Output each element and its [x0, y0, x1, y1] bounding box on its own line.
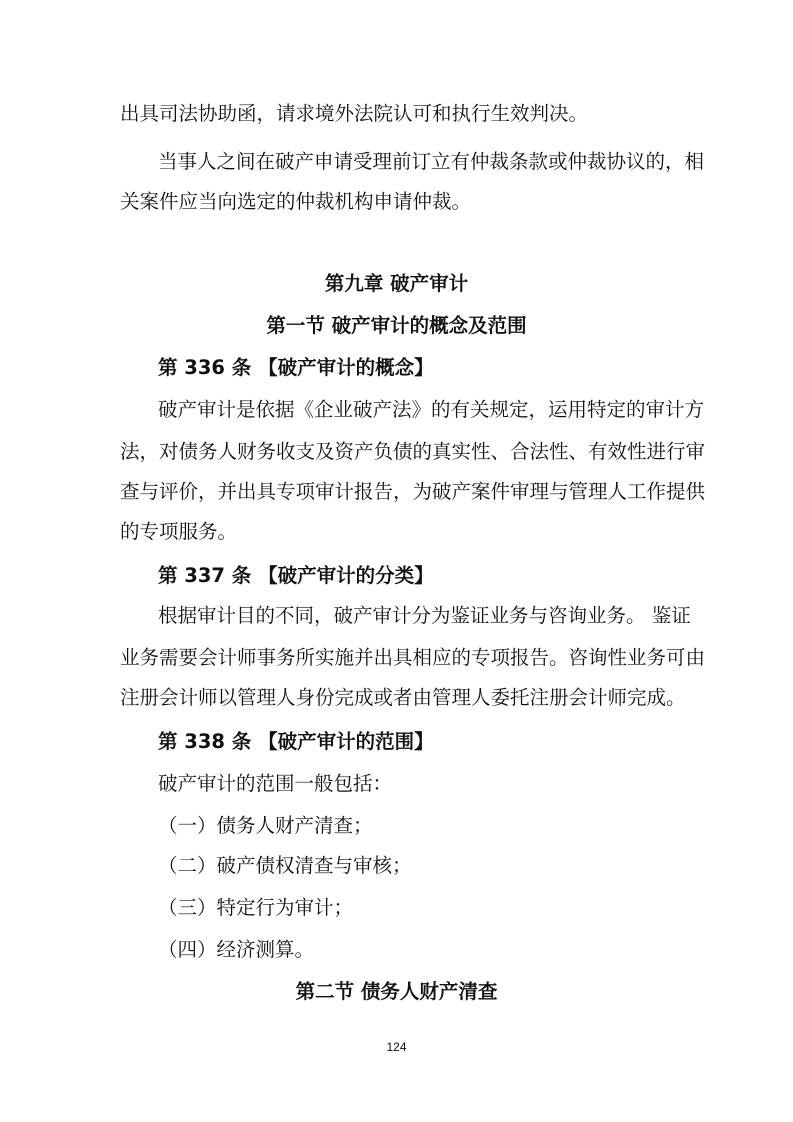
- paragraph-line: 法，对债务人财务收支及资产负债的真实性、合法性、有效性进行审: [120, 440, 706, 463]
- paragraph-line: 根据审计目的不同，破产审计分为鉴证业务与咨询业务。 鉴证: [158, 604, 691, 627]
- chapter-title: 第九章 破产审计: [324, 272, 469, 295]
- list-item: （二）破产债权清查与审核；: [158, 854, 412, 877]
- article-heading: 第 337 条 【破产审计的分类】: [158, 564, 434, 587]
- paragraph-line: 破产审计的范围一般包括：: [158, 772, 393, 795]
- list-item: （三）特定行为审计；: [158, 896, 354, 919]
- paragraph-line: 注册会计师以管理人身份完成或者由管理人委托注册会计师完成。: [120, 686, 686, 709]
- paragraph-line: 破产审计是依据《企业破产法》的有关规定，运用特定的审计方: [158, 398, 705, 421]
- paragraph-line: 当事人之间在破产申请受理前订立有仲裁条款或仲裁协议的，相: [158, 150, 705, 173]
- section-title: 第一节 破产审计的概念及范围: [266, 314, 527, 337]
- paragraph-line: 出具司法协助函，请求境外法院认可和执行生效判决。: [120, 102, 589, 125]
- paragraph-line: 查与评价，并出具专项审计报告，为破产案件审理与管理人工作提供: [120, 480, 706, 503]
- list-item: （一）债务人财产清查；: [158, 814, 373, 837]
- paragraph-line: 关案件应当向选定的仲裁机构申请仲裁。: [120, 190, 472, 213]
- article-heading: 第 336 条 【破产审计的概念】: [158, 356, 434, 379]
- list-item: （四）经济测算。: [158, 938, 315, 961]
- section-title: 第二节 债务人财产清查: [295, 980, 498, 1003]
- paragraph-line: 业务需要会计师事务所实施并出具相应的专项报告。咨询性业务可由: [120, 646, 706, 669]
- page-number: 124: [386, 1040, 407, 1054]
- paragraph-line: 的专项服务。: [120, 520, 238, 543]
- article-heading: 第 338 条 【破产审计的范围】: [158, 730, 434, 753]
